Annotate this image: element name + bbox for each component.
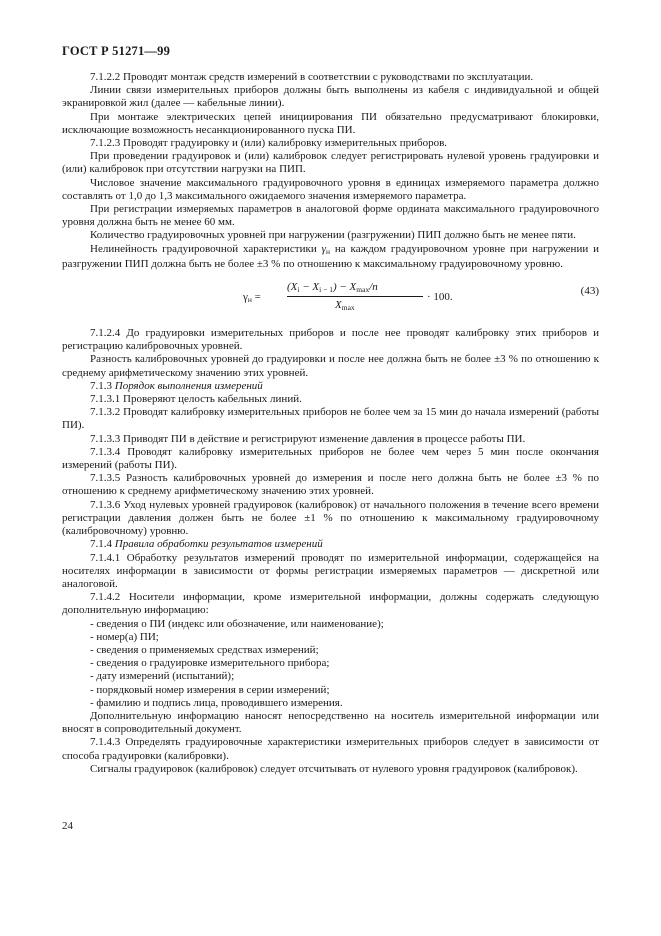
- paragraph-7-1-2-3: 7.1.2.3 Проводят градуировку и (или) калибровку измерительных приборов.: [90, 137, 448, 150]
- paragraph-blocking: При монтаже электрических цепей инициирования ПИ обязательно предусматривают блокировки, исключающие возможность несанкционированного пуска ПИ.: [62, 110, 599, 136]
- document-body: [62, 71, 599, 776]
- formula-number: (43): [580, 285, 599, 298]
- formula-denominator: $X_{max}$: [335, 299, 355, 313]
- section-heading-7-1-4: 7.1.4 Правила обработки результатов измерений: [90, 538, 323, 551]
- paragraph-ordinate: При регистрации измеряемых параметров в аналоговой форме ордината максимального градуировочного уровня должна быть не менее 60 мм.: [62, 203, 599, 229]
- paragraph-7-1-3-3: 7.1.3.3 Приводят ПИ в действие и регистрируют изменение давления в процессе работы ПИ.: [90, 432, 526, 445]
- paragraph-7-1-3-2: 7.1.3.2 Проводят калибровку измерительных приборов не более чем за 15 мин до начала измерений (работы ПИ).: [62, 406, 599, 432]
- paragraph-additional-info: Дополнительную информацию наносят непосредственно на носитель измерительной информации или вносят в сопроводительный документ.: [62, 709, 599, 736]
- page-number: 24: [62, 820, 73, 832]
- list-item: - сведения о ПИ (индекс или обозначение, или наименование);: [90, 617, 384, 630]
- paragraph-7-1-3-1: 7.1.3.1 Проверяют целость кабельных линий.: [90, 393, 302, 406]
- paragraph-max-level: Числовое значение максимального градуировочного уровня в единицах измеряемого параметра должно составлять от 1,0 до 1,3 максимального ожидаемого значения измеряемого параметра.: [62, 176, 599, 202]
- formula-43: [62, 277, 599, 321]
- formula-multiplier: · 100.: [427, 291, 453, 304]
- list-item: - фамилию и подпись лица, проводившего измерения.: [90, 696, 343, 709]
- paragraph-7-1-4-2: 7.1.4.2 Носители информации, кроме измерительной информации, должны содержать следующую дополнительную информацию:: [62, 591, 599, 617]
- paragraph-7-1-4-3: 7.1.4.3 Определять градуировочные характеристики измерительных приборов следует в зависимости от способа градуировки (калибровки).: [62, 736, 599, 762]
- paragraph-signals: Сигналы градуировок (калибровок) следует отсчитывать от нулевого уровня градуировок (калибровок).: [90, 762, 578, 775]
- formula-numerator: $(X_i - X_{i - 1}) - X_{max}/n$: [287, 281, 378, 295]
- list-item: - номер(а) ПИ;: [90, 630, 159, 643]
- paragraph-level-count: Количество градуировочных уровней при нагружении (разгружении) ПИП должно быть не менее пяти.: [90, 229, 576, 242]
- paragraph-calib-difference: Разность калибровочных уровней до градуировки и после нее должна быть не более ±3 % по отношению к среднему арифметическому значению этих уровней.: [62, 353, 599, 379]
- paragraph-7-1-2-2: 7.1.2.2 Проводят монтаж средств измерений в соответствии с руководствами по эксплуатации.: [90, 71, 534, 83]
- document-header: ГОСТ Р 51271—99: [62, 44, 171, 58]
- paragraph-7-1-2-4: 7.1.2.4 До градуировки измерительных приборов и после нее проводят калибровку этих приборов и регистрацию калибровочных уровней.: [62, 327, 599, 353]
- list-item: - сведения о градуировке измерительного прибора;: [90, 657, 330, 670]
- list-item: - порядковый номер измерения в серии измерений;: [90, 683, 330, 696]
- paragraph-7-1-3-4: 7.1.3.4 Проводят калибровку измерительных приборов не более чем через 5 мин после окончания измерений (работы ПИ).: [62, 445, 599, 472]
- formula-lhs: $\gamma_н$ =: [243, 291, 261, 305]
- paragraph-7-1-3-6: 7.1.3.6 Уход нулевых уровней градуировок (калибровок) от начального положения в течение всего времени регистрации давления должен быть не более ±1 % по отношению к максимальному градуировочному (калибровочному) уровню.: [62, 498, 599, 538]
- formula-fraction-bar: [287, 296, 423, 297]
- paragraph-7-1-3-5: 7.1.3.5 Разность калибровочных уровней до измерения и после него должна быть не более ±3 % по отношению к среднему арифметическому значению этих уровней.: [62, 472, 599, 498]
- section-heading-7-1-3: 7.1.3 Порядок выполнения измерений: [90, 379, 263, 392]
- paragraph-zero-level: При проведении градуировок и (или) калибровок следует регистрировать нулевой уровень градуировки и (или) калибровок при отсутствии нагрузки на ПИП.: [62, 150, 599, 176]
- paragraph-cable-lines: Линии связи измерительных приборов должны быть выполнены из кабеля с индивидуальной и общей экранировкой жил (далее — кабельные линии).: [62, 84, 599, 110]
- list-item: - сведения о применяемых средствах измерений;: [90, 643, 319, 656]
- paragraph-7-1-4-1: 7.1.4.1 Обработку результатов измерений проводят по измерительной информации, содержащейся на носителях информации в зависимости от формы регистрации измеряемых параметров — дискретной или аналоговой.: [62, 551, 599, 590]
- paragraph-nonlinearity: Нелинейность градуировочной характеристики $\gamma_н$ на каждом градуировочном уровне при нагружении и разгружении ПИП должна быть не более ±3 % по отношению к максимальному градуировочному уровню.: [62, 242, 599, 270]
- list-item: - дату измерений (испытаний);: [90, 670, 235, 683]
